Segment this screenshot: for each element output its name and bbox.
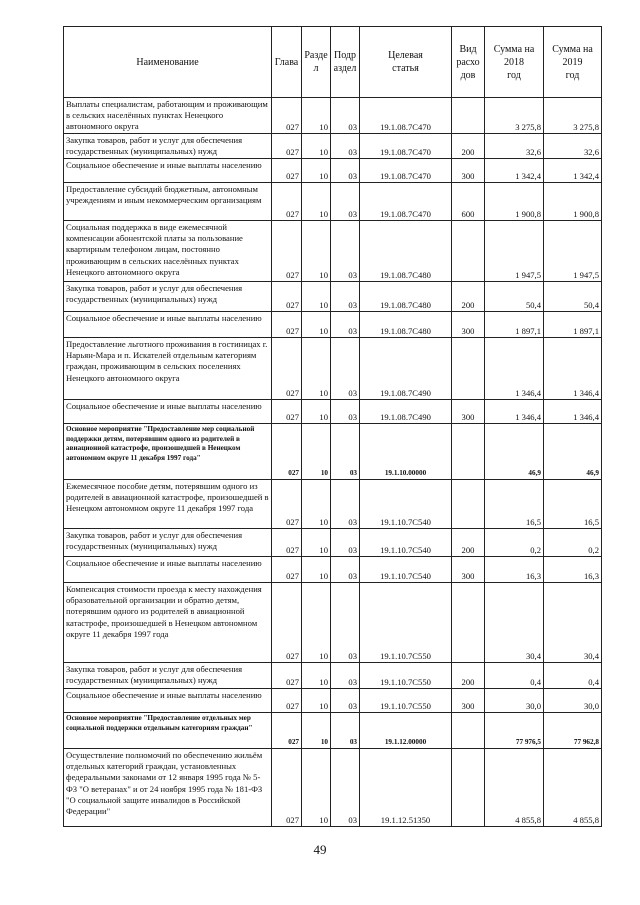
table-row [64,221,602,282]
row-glava-cell: 027 [272,282,302,312]
row-sum2019-cell: 30,0 [544,689,602,713]
row-podrazdel-cell: 03 [331,557,360,583]
row-target-cell: 19.1.08.7С480 [360,312,452,338]
table-row [64,183,602,221]
table-row [64,749,602,827]
row-sum2018-cell: 46,9 [485,424,544,480]
row-sum2018-cell: 30,4 [485,583,544,663]
table-header-row [64,27,602,98]
table-row [64,689,602,713]
row-vid-cell: 200 [452,134,485,159]
row-glava-cell: 027 [272,663,302,689]
row-sum2018-cell: 16,3 [485,557,544,583]
row-name-cell: Предоставление субсидий бюджетным, автономным учреждениям и иным некоммерческим организациям [64,183,272,221]
row-podrazdel-cell: 03 [331,713,360,749]
row-target-cell: 19.1.08.7С470 [360,159,452,183]
row-sum2019-cell: 1 342,4 [544,159,602,183]
row-vid-cell: 200 [452,663,485,689]
header-sum2019: Сумма на 2019 год [544,27,602,98]
row-target-cell: 19.1.08.7С490 [360,338,452,400]
row-podrazdel-cell: 03 [331,749,360,827]
row-vid-cell: 300 [452,159,485,183]
table-body [64,98,602,827]
row-razdel-cell: 10 [302,749,331,827]
row-target-cell: 19.1.08.7С490 [360,400,452,424]
row-target-cell: 19.1.12.51350 [360,749,452,827]
row-sum2019-cell: 3 275,8 [544,98,602,134]
row-name-cell: Осуществление полномочий по обеспечению жильём отдельных категорий граждан, установленных федеральными законами от 12 января 1995 года № 5-ФЗ "О ветеранах" и от 24 ноября 1995 года № 181-ФЗ "О социальной защите инвалидов в Российской Федерации" [64,749,272,827]
row-glava-cell: 027 [272,713,302,749]
row-glava-cell: 027 [272,98,302,134]
row-glava-cell: 027 [272,583,302,663]
table-row [64,713,602,749]
row-razdel-cell: 10 [302,424,331,480]
row-name-cell: Предоставление льготного проживания в гостиницах г. Нарьян-Мара и п. Искателей отдельным категориям граждан, проживающим в сельских поселениях Ненецкого автономного округа [64,338,272,400]
header-name: Наименование [64,27,272,98]
row-razdel-cell: 10 [302,663,331,689]
row-sum2018-cell: 32,6 [485,134,544,159]
row-target-cell: 19.1.10.7С550 [360,689,452,713]
row-podrazdel-cell: 03 [331,282,360,312]
row-podrazdel-cell: 03 [331,221,360,282]
row-sum2018-cell: 1 900,8 [485,183,544,221]
row-podrazdel-cell: 03 [331,134,360,159]
row-glava-cell: 027 [272,312,302,338]
row-podrazdel-cell: 03 [331,529,360,557]
header-target: Целевая статья [360,27,452,98]
row-name-cell: Выплаты специалистам, работающим и проживающим в сельских населённых пунктах Ненецкого автономного округа [64,98,272,134]
row-razdel-cell: 10 [302,312,331,338]
table-row [64,663,602,689]
row-sum2018-cell: 1 897,1 [485,312,544,338]
row-glava-cell: 027 [272,159,302,183]
table-row [64,583,602,663]
row-sum2019-cell: 0,2 [544,529,602,557]
row-sum2019-cell: 46,9 [544,424,602,480]
row-podrazdel-cell: 03 [331,98,360,134]
row-podrazdel-cell: 03 [331,689,360,713]
row-sum2018-cell: 1 947,5 [485,221,544,282]
row-name-cell: Социальное обеспечение и иные выплаты населению [64,689,272,713]
table-row [64,312,602,338]
row-sum2018-cell: 16,5 [485,480,544,529]
row-name-cell: Социальное обеспечение и иные выплаты населению [64,400,272,424]
row-podrazdel-cell: 03 [331,312,360,338]
row-vid-cell: 200 [452,282,485,312]
row-razdel-cell: 10 [302,557,331,583]
row-glava-cell: 027 [272,749,302,827]
row-vid-cell [452,713,485,749]
row-vid-cell: 300 [452,689,485,713]
header-podrazdel: Подр аздел [331,27,360,98]
row-vid-cell: 200 [452,529,485,557]
row-glava-cell: 027 [272,529,302,557]
row-name-cell: Закупка товаров, работ и услуг для обеспечения государственных (муниципальных) нужд [64,529,272,557]
row-glava-cell: 027 [272,183,302,221]
row-name-cell: Основное мероприятие "Предоставление отдельных мер социальной поддержки отдельным категориям граждан" [64,713,272,749]
row-vid-cell: 300 [452,312,485,338]
row-vid-cell: 600 [452,183,485,221]
budget-table [63,26,602,827]
table-row [64,159,602,183]
row-glava-cell: 027 [272,480,302,529]
row-vid-cell [452,338,485,400]
row-sum2018-cell: 1 346,4 [485,400,544,424]
row-sum2018-cell: 1 342,4 [485,159,544,183]
row-target-cell: 19.1.10.7С550 [360,663,452,689]
row-sum2019-cell: 0,4 [544,663,602,689]
row-sum2018-cell: 0,4 [485,663,544,689]
row-glava-cell: 027 [272,221,302,282]
row-glava-cell: 027 [272,689,302,713]
table-row [64,134,602,159]
row-razdel-cell: 10 [302,529,331,557]
row-sum2018-cell: 0,2 [485,529,544,557]
row-sum2019-cell: 16,5 [544,480,602,529]
row-target-cell: 19.1.10.00000 [360,424,452,480]
table-row [64,98,602,134]
row-sum2018-cell: 50,4 [485,282,544,312]
row-sum2019-cell: 77 962,8 [544,713,602,749]
row-target-cell: 19.1.08.7С480 [360,282,452,312]
page-number: 49 [313,842,327,857]
row-vid-cell [452,749,485,827]
row-name-cell: Социальное обеспечение и иные выплаты населению [64,557,272,583]
row-name-cell: Ежемесячное пособие детям, потерявшим одного из родителей в авиационной катастрофе, произошедшей в Ненецком автономном округе 11 декабря 1997 года [64,480,272,529]
header-glava: Глава [272,27,302,98]
row-podrazdel-cell: 03 [331,183,360,221]
row-target-cell: 19.1.08.7С470 [360,134,452,159]
row-target-cell: 19.1.10.7С540 [360,557,452,583]
row-target-cell: 19.1.10.7С540 [360,480,452,529]
row-target-cell: 19.1.08.7С470 [360,98,452,134]
row-name-cell: Закупка товаров, работ и услуг для обеспечения государственных (муниципальных) нужд [64,663,272,689]
row-name-cell: Закупка товаров, работ и услуг для обеспечения государственных (муниципальных) нужд [64,282,272,312]
row-sum2019-cell: 1 900,8 [544,183,602,221]
row-sum2019-cell: 30,4 [544,583,602,663]
header-sum2018: Сумма на 2018 год [485,27,544,98]
row-vid-cell: 300 [452,400,485,424]
header-razdel: Разде л [302,27,331,98]
row-name-cell: Компенсация стоимости проезда к месту нахождения образовательной организации и обратно детям, потерявшим одного из родителей в авиационной катастрофе, произошедшей в Ненецком автономном округе 11 декабря 1997 года [64,583,272,663]
row-razdel-cell: 10 [302,221,331,282]
row-podrazdel-cell: 03 [331,424,360,480]
row-razdel-cell: 10 [302,689,331,713]
row-target-cell: 19.1.08.7С470 [360,183,452,221]
row-sum2019-cell: 32,6 [544,134,602,159]
row-vid-cell: 300 [452,557,485,583]
row-razdel-cell: 10 [302,400,331,424]
row-sum2018-cell: 1 346,4 [485,338,544,400]
row-sum2019-cell: 1 897,1 [544,312,602,338]
row-target-cell: 19.1.12.00000 [360,713,452,749]
row-razdel-cell: 10 [302,282,331,312]
row-razdel-cell: 10 [302,159,331,183]
row-sum2018-cell: 30,0 [485,689,544,713]
row-glava-cell: 027 [272,557,302,583]
row-name-cell: Социальное обеспечение и иные выплаты населению [64,159,272,183]
row-razdel-cell: 10 [302,713,331,749]
header-vid: Вид расхо дов [452,27,485,98]
row-podrazdel-cell: 03 [331,663,360,689]
table-row [64,424,602,480]
row-sum2019-cell: 1 947,5 [544,221,602,282]
row-name-cell: Социальное обеспечение и иные выплаты населению [64,312,272,338]
table-row [64,282,602,312]
row-vid-cell [452,98,485,134]
row-name-cell: Основное мероприятие "Предоставление мер социальной поддержки детям, потерявшим одного из родителей в авиационной катастрофе, произошедшей в Ненецком автономном округе 11 декабря 1997 года" [64,424,272,480]
row-sum2018-cell: 4 855,8 [485,749,544,827]
row-sum2019-cell: 4 855,8 [544,749,602,827]
row-podrazdel-cell: 03 [331,583,360,663]
row-podrazdel-cell: 03 [331,400,360,424]
row-sum2019-cell: 1 346,4 [544,338,602,400]
row-razdel-cell: 10 [302,183,331,221]
row-glava-cell: 027 [272,338,302,400]
table-row [64,400,602,424]
row-podrazdel-cell: 03 [331,338,360,400]
row-sum2018-cell: 77 976,5 [485,713,544,749]
row-sum2019-cell: 16,3 [544,557,602,583]
row-razdel-cell: 10 [302,98,331,134]
row-glava-cell: 027 [272,134,302,159]
row-name-cell: Закупка товаров, работ и услуг для обеспечения государственных (муниципальных) нужд [64,134,272,159]
row-vid-cell [452,480,485,529]
row-sum2019-cell: 50,4 [544,282,602,312]
row-vid-cell [452,583,485,663]
row-razdel-cell: 10 [302,338,331,400]
row-sum2018-cell: 3 275,8 [485,98,544,134]
row-target-cell: 19.1.08.7С480 [360,221,452,282]
row-target-cell: 19.1.10.7С540 [360,529,452,557]
row-razdel-cell: 10 [302,583,331,663]
row-target-cell: 19.1.10.7С550 [360,583,452,663]
table-row [64,557,602,583]
row-vid-cell [452,424,485,480]
row-razdel-cell: 10 [302,480,331,529]
row-podrazdel-cell: 03 [331,159,360,183]
row-glava-cell: 027 [272,400,302,424]
row-name-cell: Социальная поддержка в виде ежемесячной компенсации абонентской платы за пользование квартирным телефоном лицам, постоянно проживающим в сельских населённых пунктах Ненецкого автономного округа [64,221,272,282]
row-sum2019-cell: 1 346,4 [544,400,602,424]
row-podrazdel-cell: 03 [331,480,360,529]
table-row [64,338,602,400]
row-glava-cell: 027 [272,424,302,480]
table-row [64,529,602,557]
row-vid-cell [452,221,485,282]
row-razdel-cell: 10 [302,134,331,159]
table-row [64,480,602,529]
